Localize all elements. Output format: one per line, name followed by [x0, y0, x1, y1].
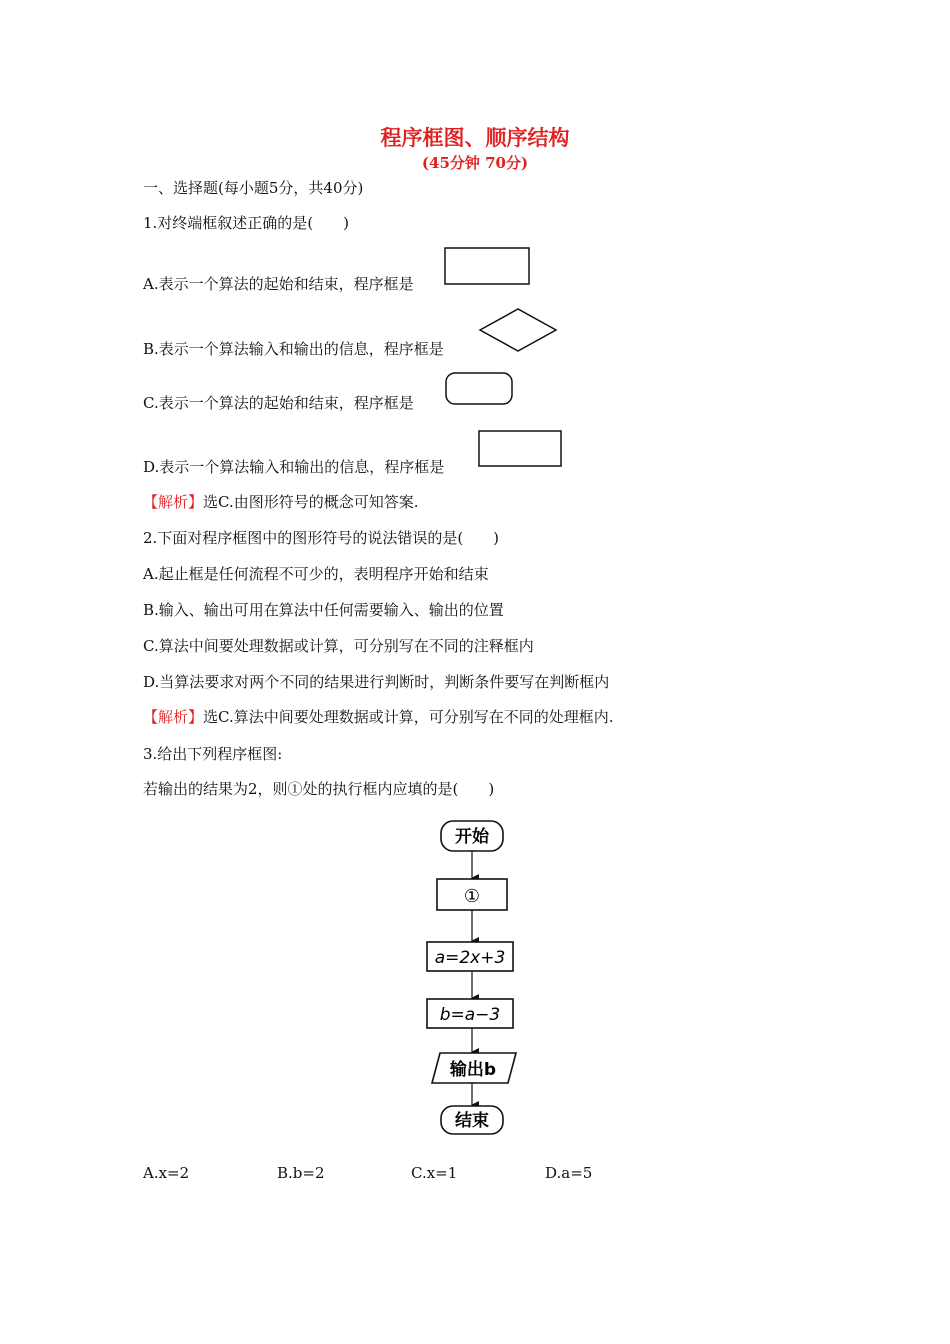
q1-analysis: [143, 492, 419, 512]
page-title: 程序框图、顺序结构: [380, 125, 570, 150]
rounded-rectangle-symbol-c: [444, 371, 516, 407]
q3-prompt: 若输出的结果为2，则①处的执行框内应填的是( ): [143, 780, 495, 798]
analysis-text: 选C.由图形符号的概念可知答案.: [203, 493, 419, 511]
q2-option-a: A.起止框是任何流程不可少的，表明程序开始和结束: [143, 565, 489, 583]
flow-output-label: 输出b: [449, 1060, 497, 1080]
q3-option-d: D.a=5: [545, 1164, 593, 1182]
q3-option-b: B.b=2: [277, 1164, 325, 1182]
flow-step1-label: ①: [463, 886, 481, 907]
q3-option-a: A.x=2: [143, 1164, 190, 1182]
analysis-tag: 【解析】: [143, 493, 204, 511]
q3-option-c: C.x=1: [411, 1164, 458, 1182]
q2-stem: 2.下面对程序框图中的图形符号的说法错误的是( ): [143, 529, 500, 547]
q2-option-d: D.当算法要求对两个不同的结果进行判断时，判断条件要写在判断框内: [143, 673, 610, 691]
rectangle-symbol-d: [477, 429, 565, 469]
rectangle-symbol-a: [444, 246, 532, 286]
analysis-text: 选C.算法中间要处理数据或计算，可分别写在不同的处理框内.: [203, 708, 614, 726]
diamond-symbol-b: [476, 306, 560, 354]
q1-option-d: D.表示一个算法输入和输出的信息，程序框是: [143, 458, 445, 476]
flowchart: [420, 815, 530, 1140]
q3-stem: 3.给出下列程序框图:: [143, 745, 283, 763]
flow-start-label: 开始: [455, 827, 489, 847]
q2-option-c: C.算法中间要处理数据或计算，可分别写在不同的注释框内: [143, 637, 534, 655]
section-heading: 一、选择题(每小题5分，共40分): [143, 179, 364, 197]
q2-analysis: [143, 707, 614, 727]
q1-option-c: C.表示一个算法的起始和结束，程序框是: [143, 394, 414, 412]
flow-step2-label: a=2x+3: [434, 948, 506, 968]
q1-option-a: A.表示一个算法的起始和结束，程序框是: [143, 275, 414, 293]
q1-stem: 1.对终端框叙述正确的是( ): [143, 214, 350, 232]
flow-step3-label: b=a−3: [439, 1005, 501, 1025]
page-subtitle: (45分钟 70分): [421, 154, 529, 172]
q1-option-b: B.表示一个算法输入和输出的信息，程序框是: [143, 340, 444, 358]
q2-option-b: B.输入、输出可用在算法中任何需要输入、输出的位置: [143, 601, 504, 619]
flow-end-label: 结束: [455, 1111, 489, 1131]
analysis-tag: 【解析】: [143, 708, 204, 726]
